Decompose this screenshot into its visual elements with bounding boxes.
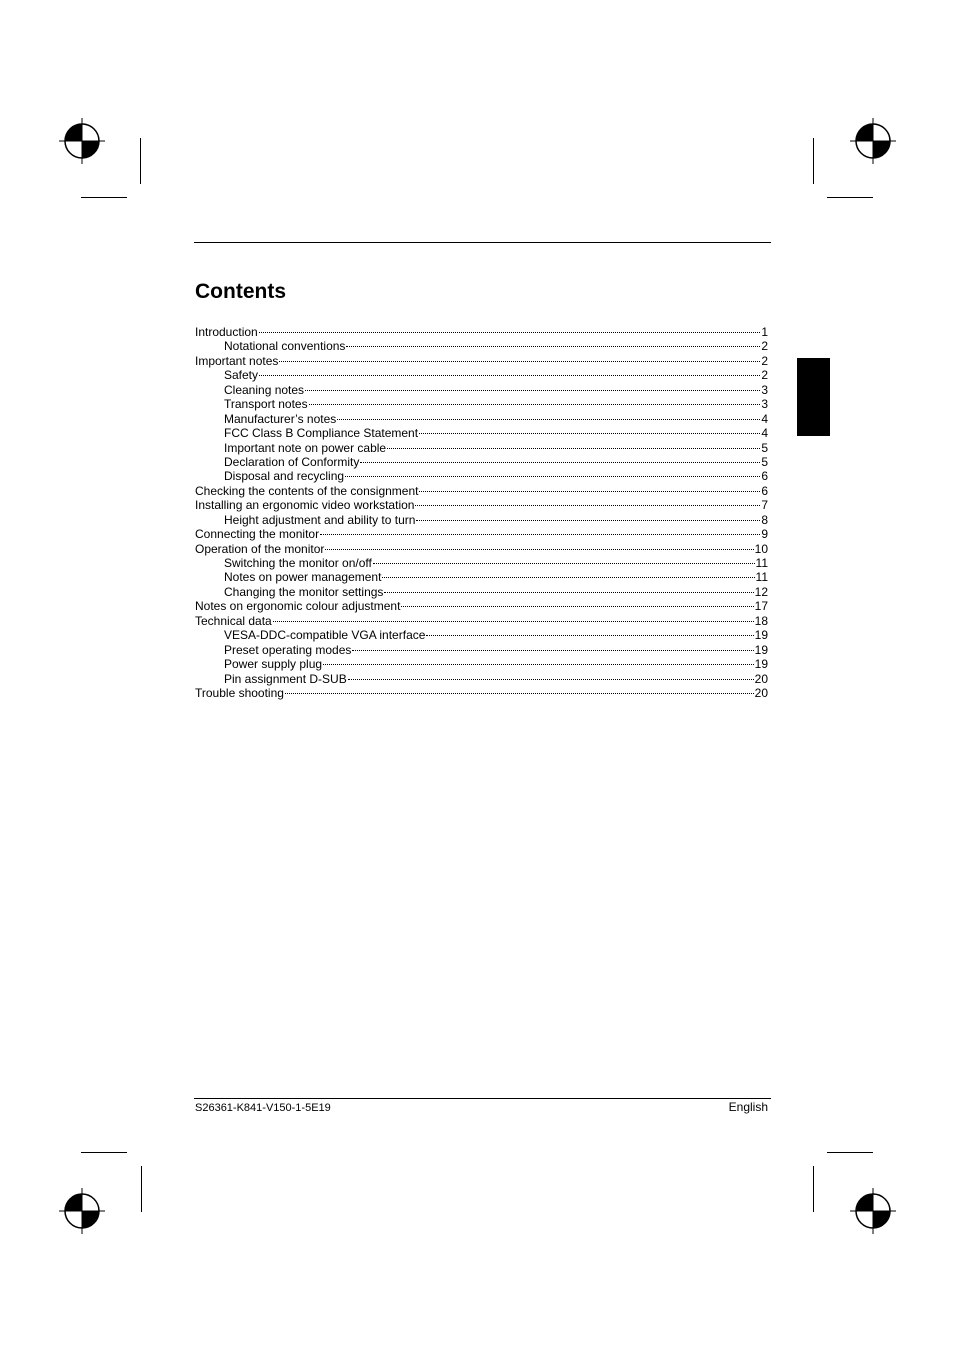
toc-entry-label: Pin assignment D-SUB (224, 671, 347, 686)
toc-entry-label: Installing an ergonomic video workstation (195, 498, 415, 513)
toc-entry-page: 19 (754, 657, 768, 672)
document-code: S26361-K841-V150-1-5E19 (195, 1102, 331, 1114)
toc-entry[interactable] (195, 614, 768, 628)
crop-mark-top-left-vertical (140, 138, 141, 184)
toc-entry-label: Connecting the monitor (195, 527, 320, 542)
toc-dot-leader (360, 462, 760, 463)
toc-dot-leader (285, 693, 754, 694)
toc-entry-label: Changing the monitor settings (224, 584, 384, 599)
toc-entry[interactable] (195, 397, 768, 411)
crop-mark-top-right-vertical (813, 138, 814, 184)
toc-dot-leader (419, 491, 760, 492)
toc-dot-leader (382, 577, 754, 578)
toc-dot-leader (337, 419, 760, 420)
toc-entry[interactable] (195, 585, 768, 599)
toc-entry-label: FCC Class B Compliance Statement (224, 426, 419, 441)
toc-entry-page: 3 (761, 382, 768, 397)
toc-entry-page: 8 (761, 512, 768, 527)
toc-entry[interactable] (195, 542, 768, 556)
toc-entry-page: 2 (761, 368, 768, 383)
toc-dot-leader (384, 592, 753, 593)
toc-dot-leader (426, 635, 753, 636)
toc-dot-leader (320, 534, 760, 535)
toc-entry-page: 11 (755, 556, 768, 570)
toc-dot-leader (346, 346, 760, 347)
toc-entry[interactable] (195, 354, 768, 368)
toc-entry-label: Transport notes (224, 397, 308, 412)
toc-entry[interactable] (195, 426, 768, 440)
toc-entry-page: 2 (761, 353, 768, 368)
toc-dot-leader (352, 650, 753, 651)
toc-entry[interactable] (195, 383, 768, 397)
toc-dot-leader (387, 448, 760, 449)
toc-entry-page: 18 (754, 613, 768, 628)
toc-entry-page: 5 (761, 454, 768, 469)
toc-entry[interactable] (195, 412, 768, 426)
toc-entry-page: 10 (754, 541, 768, 556)
toc-entry-page: 11 (755, 570, 768, 585)
toc-dot-leader (415, 505, 760, 506)
toc-entry[interactable] (195, 455, 768, 469)
registration-mark-top-left-icon (57, 116, 107, 166)
toc-entry-page: 9 (761, 527, 768, 542)
toc-entry-page: 1 (761, 325, 768, 339)
toc-entry-label: Technical data (195, 613, 272, 628)
toc-dot-leader (416, 520, 760, 521)
toc-entry-label: Notational conventions (224, 339, 346, 354)
toc-entry-page: 4 (761, 411, 768, 426)
toc-entry-label: Cleaning notes (224, 382, 305, 397)
toc-entry-page: 6 (761, 469, 768, 484)
toc-entry-label: Declaration of Conformity (224, 454, 360, 469)
toc-entry-label: Operation of the monitor (195, 541, 325, 556)
toc-entry-page: 6 (761, 483, 768, 498)
toc-dot-leader (345, 476, 760, 477)
crop-mark-bottom-right-horizontal (827, 1152, 873, 1153)
language-tab-marker (797, 358, 830, 436)
toc-dot-leader (401, 606, 753, 607)
toc-entry-label: Checking the contents of the consignment (195, 483, 419, 498)
toc-entry[interactable] (195, 368, 768, 382)
toc-entry-page: 19 (754, 628, 768, 643)
toc-dot-leader (309, 404, 761, 405)
toc-entry-page: 5 (761, 440, 768, 455)
toc-dot-leader (273, 621, 754, 622)
footer-rule (194, 1098, 771, 1099)
toc-entry-label: Notes on power management (224, 570, 382, 585)
toc-entry-page: 7 (761, 498, 768, 513)
toc-dot-leader (373, 563, 755, 564)
toc-entry[interactable] (195, 657, 768, 671)
crop-mark-top-right-horizontal (827, 197, 873, 198)
toc-entry-label: Height adjustment and ability to turn (224, 512, 416, 527)
toc-entry-label: Disposal and recycling (224, 469, 345, 484)
toc-entry-page: 20 (754, 685, 768, 700)
toc-entry[interactable] (195, 556, 768, 570)
toc-entry-label: Manufacturer’s notes (224, 411, 337, 426)
toc-entry[interactable] (195, 498, 768, 512)
toc-entry[interactable] (195, 672, 768, 686)
toc-entry[interactable] (195, 643, 768, 657)
toc-dot-leader (348, 679, 754, 680)
toc-entry-page: 12 (754, 584, 768, 599)
crop-mark-top-left-horizontal (81, 197, 127, 198)
footer-language: English (728, 1100, 768, 1114)
table-of-contents (195, 325, 768, 700)
toc-entry-label: Introduction (195, 325, 258, 339)
toc-entry-label: Notes on ergonomic colour adjustment (195, 599, 401, 614)
toc-dot-leader (259, 375, 760, 376)
crop-mark-bottom-right-vertical (813, 1166, 814, 1212)
toc-entry-page: 2 (761, 339, 768, 354)
crop-mark-bottom-left-vertical (141, 1166, 142, 1212)
toc-dot-leader (305, 390, 760, 391)
toc-entry-label: Power supply plug (224, 657, 323, 672)
toc-entry[interactable] (195, 686, 768, 700)
toc-dot-leader (259, 332, 761, 333)
toc-entry-label: VESA-DDC-compatible VGA interface (224, 628, 426, 643)
toc-entry[interactable] (195, 628, 768, 642)
toc-entry-label: Preset operating modes (224, 642, 352, 657)
toc-entry-label: Important notes (195, 353, 279, 368)
toc-entry-label: Safety (224, 368, 259, 383)
toc-dot-leader (419, 433, 760, 434)
toc-dot-leader (279, 361, 760, 362)
toc-entry-page: 17 (754, 599, 768, 614)
toc-entry[interactable] (195, 484, 768, 498)
toc-entry-label: Switching the monitor on/off (224, 556, 372, 570)
toc-entry[interactable] (195, 339, 768, 353)
header-rule (194, 242, 771, 243)
registration-mark-bottom-right-icon (848, 1186, 898, 1236)
toc-dot-leader (323, 664, 754, 665)
registration-mark-top-right-icon (848, 116, 898, 166)
toc-entry-page: 19 (754, 642, 768, 657)
crop-mark-bottom-left-horizontal (81, 1152, 127, 1153)
toc-entry-page: 20 (754, 671, 768, 686)
toc-entry-page: 4 (761, 426, 768, 441)
toc-entry[interactable] (195, 441, 768, 455)
toc-entry-label: Trouble shooting (195, 685, 284, 700)
toc-dot-leader (325, 549, 753, 550)
registration-mark-bottom-left-icon (57, 1186, 107, 1236)
toc-entry-page: 3 (761, 397, 768, 412)
toc-entry[interactable] (195, 325, 768, 339)
toc-entry[interactable] (195, 469, 768, 483)
toc-entry[interactable] (195, 599, 768, 613)
toc-entry-label: Important note on power cable (224, 440, 387, 455)
toc-entry[interactable] (195, 570, 768, 584)
toc-entry[interactable] (195, 527, 768, 541)
page-title: Contents (195, 280, 286, 303)
toc-entry[interactable] (195, 513, 768, 527)
